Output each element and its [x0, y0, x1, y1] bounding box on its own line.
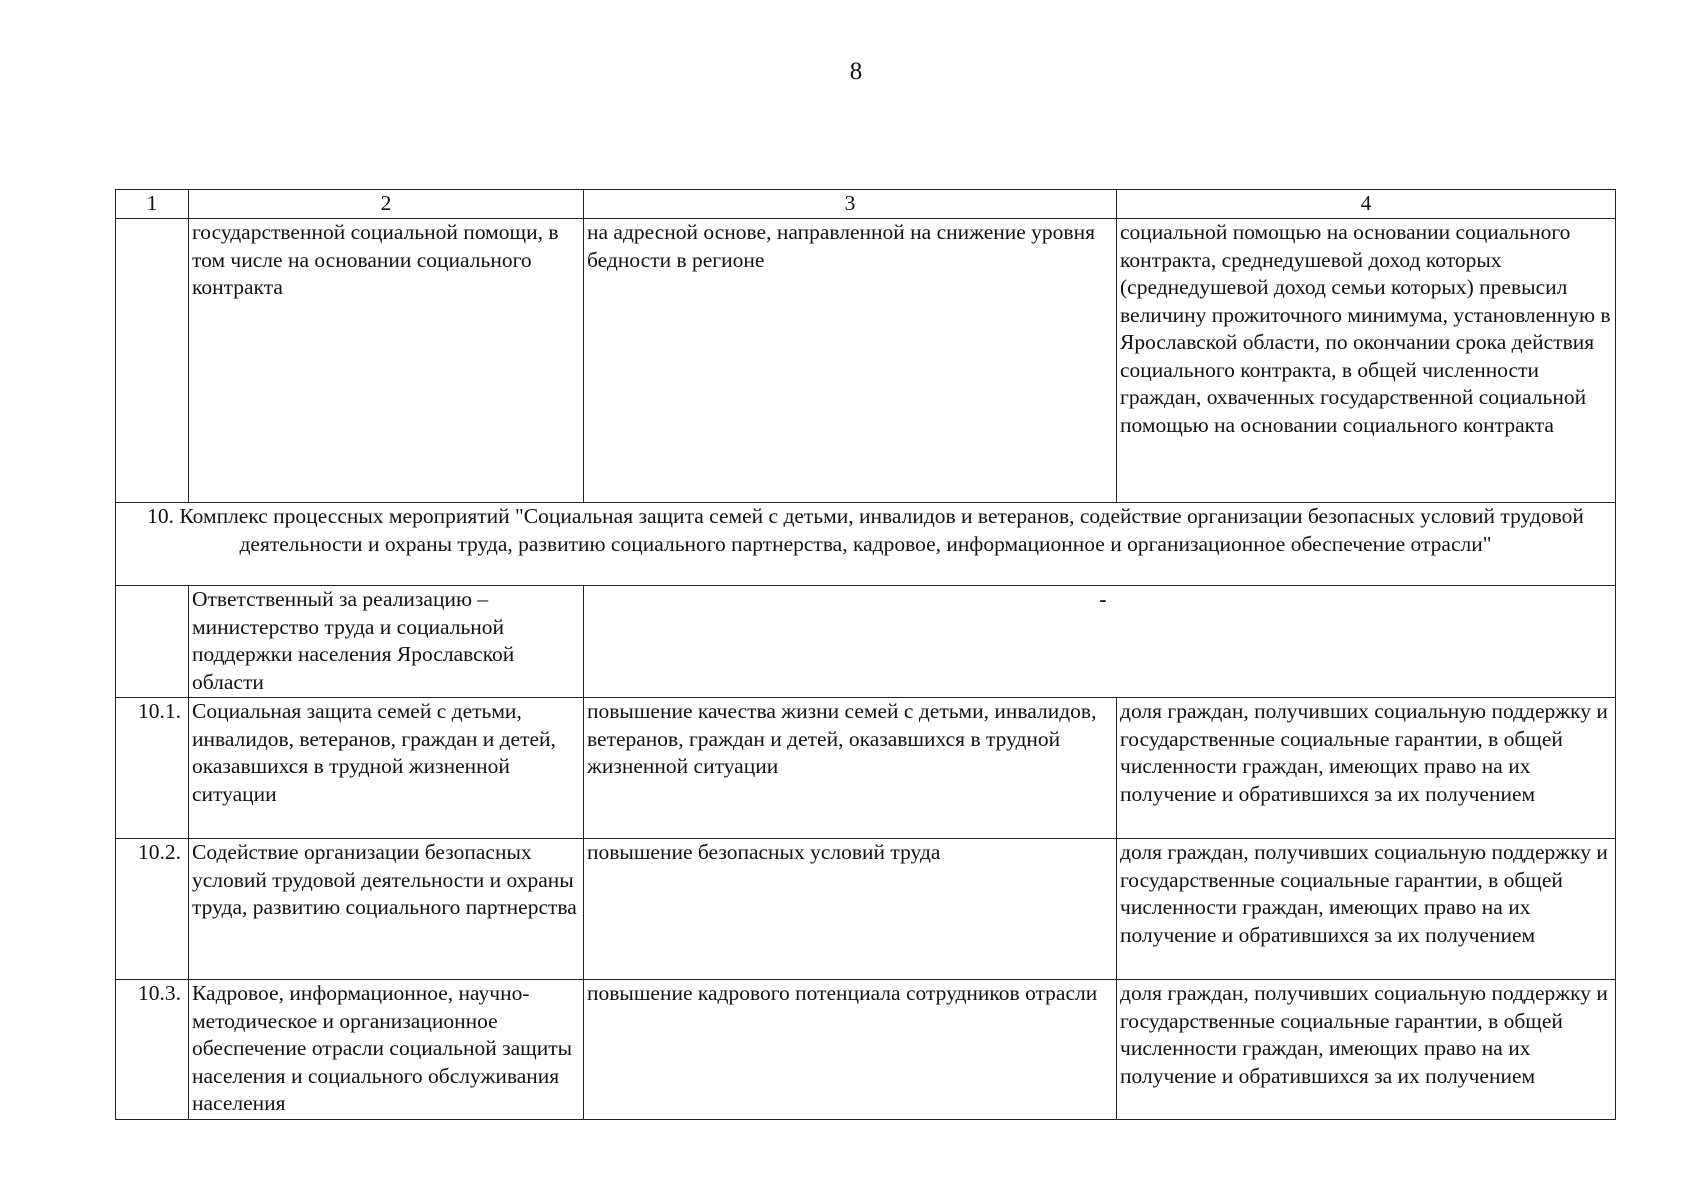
measure-indicator: социальной помощью на основании социального контракта, среднедушевой доход которых (среднедушевой доход семьи которых) превысил величину прожиточного минимума, установленную в Ярославской области, по окончании срока действия социального контракта, в общей численности граждан, охваченных государственной социальной помощью на основании социального контракта — [1117, 219, 1616, 503]
column-number-2: 2 — [189, 190, 584, 219]
measure-name: государственной социальной помощи, в том числе на основании социального контракта — [189, 219, 584, 503]
measures-table — [115, 189, 1616, 1120]
measure-goal: на адресной основе, направленной на снижение уровня бедности в регионе — [584, 219, 1117, 503]
measure-indicator: доля граждан, получивших социальную поддержку и государственные социальные гарантии, в общей численности граждан, имеющих право на их получение и обратившихся за их получением — [1117, 698, 1616, 839]
measure-goal: повышение кадрового потенциала сотрудников отрасли — [584, 980, 1117, 1120]
table-row — [116, 980, 1616, 1120]
measure-name: Социальная защита семей с детьми, инвалидов, ветеранов, граждан и детей, оказавшихся в трудной жизненной ситуации — [189, 698, 584, 839]
table-row — [116, 219, 1616, 503]
table-row — [116, 698, 1616, 839]
column-number-3: 3 — [584, 190, 1117, 219]
measure-name: Содействие организации безопасных условий трудовой деятельности и охраны труда, развитию социального партнерства — [189, 839, 584, 980]
section-row — [116, 503, 1616, 586]
page-number: 8 — [849, 58, 863, 85]
measure-goal: повышение безопасных условий труда — [584, 839, 1117, 980]
column-number-1: 1 — [116, 190, 189, 219]
table-row — [116, 839, 1616, 980]
section-title: 10. Комплекс процессных мероприятий "Социальная защита семей с детьми, инвалидов и ветеранов, содействие организации безопасных условий трудовой деятельности и охраны труда, развитию социального партнерства, кадровое, информационное и организационное обеспечение отрасли" — [116, 503, 1616, 586]
measure-goal: повышение качества жизни семей с детьми, инвалидов, ветеранов, граждан и детей, оказавшихся в трудной жизненной ситуации — [584, 698, 1117, 839]
row-number — [116, 586, 189, 698]
responsible-row — [116, 586, 1616, 698]
column-number-4: 4 — [1117, 190, 1616, 219]
responsible-dash: - — [584, 586, 1616, 698]
responsible-text: Ответственный за реализацию – министерство труда и социальной поддержки населения Ярославской области — [189, 586, 584, 698]
measure-name: Кадровое, информационное, научно-методическое и организационное обеспечение отрасли социальной защиты населения и социального обслуживания населения — [189, 980, 584, 1120]
row-number — [116, 219, 189, 503]
row-number: 10.2. — [116, 839, 189, 980]
row-number: 10.3. — [116, 980, 189, 1120]
measure-indicator: доля граждан, получивших социальную поддержку и государственные социальные гарантии, в общей численности граждан, имеющих право на их получение и обратившихся за их получением — [1117, 980, 1616, 1120]
row-number: 10.1. — [116, 698, 189, 839]
measure-indicator: доля граждан, получивших социальную поддержку и государственные социальные гарантии, в общей численности граждан, имеющих право на их получение и обратившихся за их получением — [1117, 839, 1616, 980]
column-number-row — [116, 190, 1616, 219]
